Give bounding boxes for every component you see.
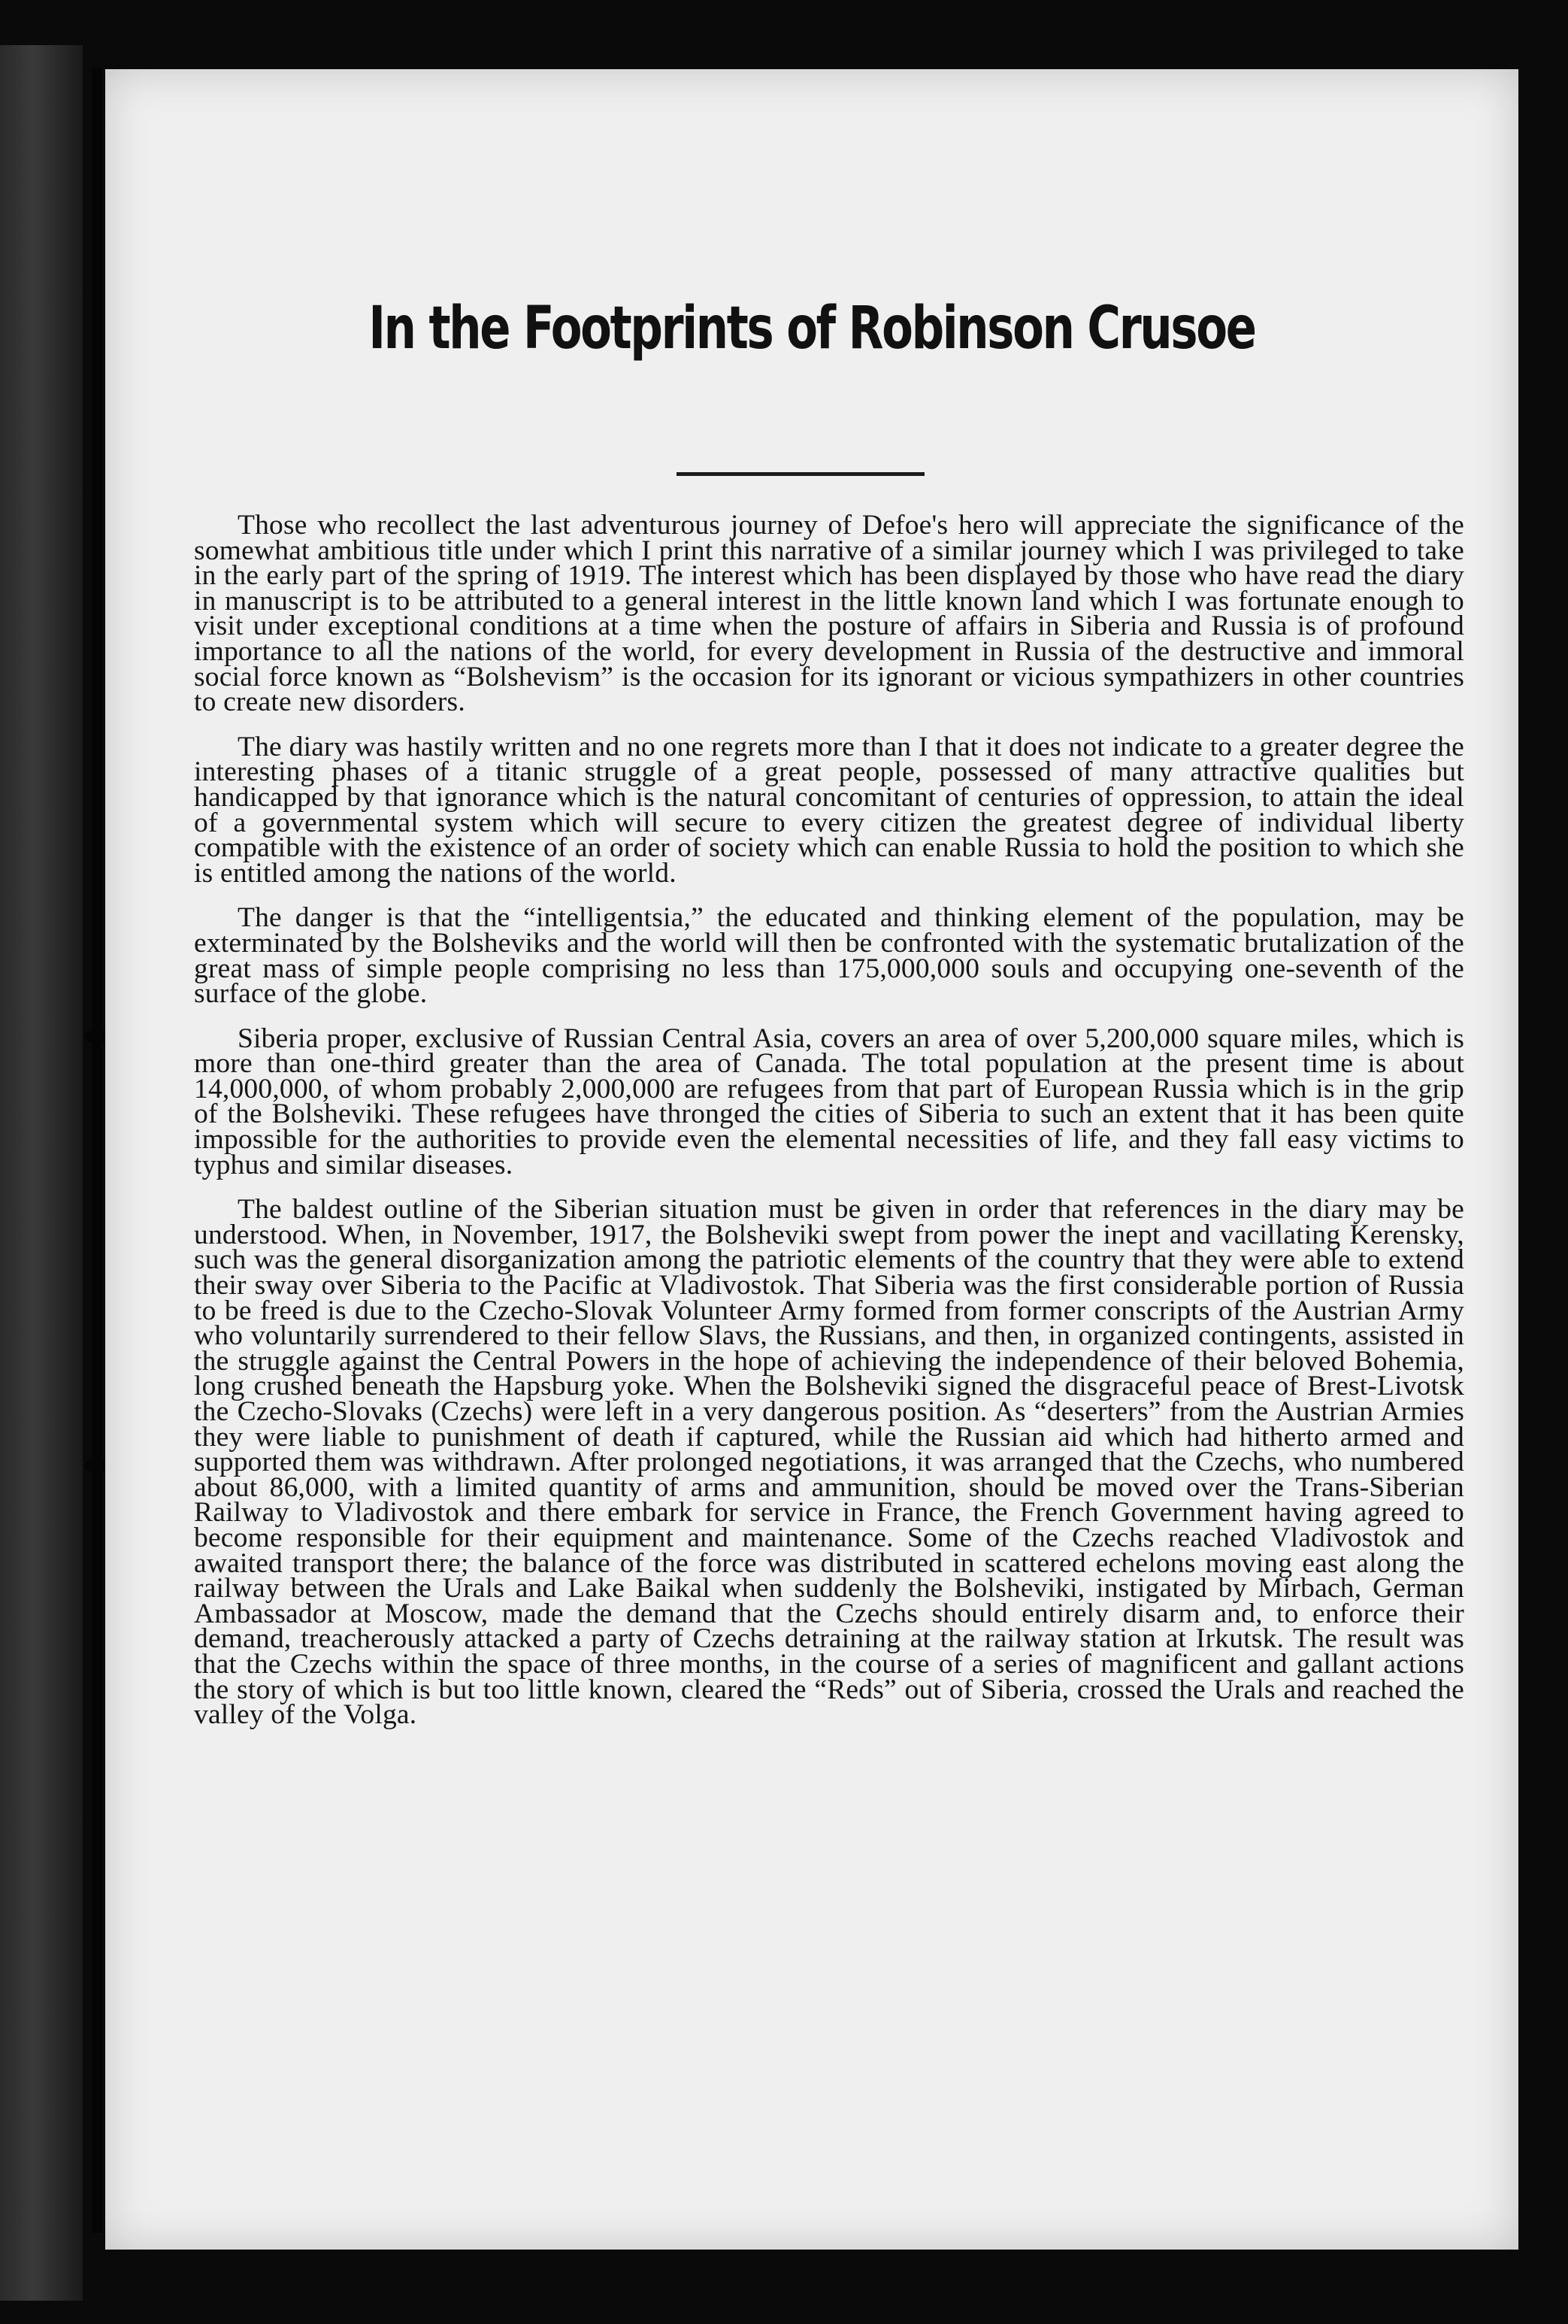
paragraph: The baldest outline of the Siberian situation must be given in order that references in the diary may be understood. When, in November, 1917, the Bolsheviki swept from power the inept and vacillating Kerensky, such was the general disorganization among the patriotic elements of the country that they were able to extend their sway over Siberia to the Pacific at Vladivostok. That Siberia was the first considerable portion of Russia to be freed is due to the Czecho-Slovak Volunteer Army formed from former conscripts of the Austrian Army who voluntarily surrendered to their fellow Slavs, the Russians, and then, in organized contingents, assisted in the struggle against the Central Powers in the hope of achieving the independence of their beloved Bohemia, long crushed beneath the Hapsburg yoke. When the Bolsheviki signed the disgraceful peace of Brest-Livotsk the Czecho-Slovaks (Czechs) were left in a very dangerous position. As “deserters” from the Austrian Armies they were liable to punishment of death if captured, while the Russian aid which had hitherto armed and supported them was withdrawn. After prolonged negotiations, it was arranged that the Czechs, who numbered about 86,000, with a limited quantity of arms and ammunition, should be moved over the Trans-Siberian Railway to Vladivostok and there embark for service in France, the French Government having agreed to become responsible for their equipment and maintenance. Some of the Czechs reached Vladivostok and awaited transport there; the balance of the force was distributed in scattered echelons moving east along the railway between the Urals and Lake Baikal when suddenly the Bolsheviki, instigated by Mirbach, German Ambassador at Moscow, made the demand that the Czechs should entirely disarm and, to enforce their demand, treacherously attacked a party of Czechs detraining at the railway station at Irkutsk. The result was that the Czechs within the space of three months, in the course of a series of magnificent and gallant actions the story of which is but too little known, cleared the “Reds” out of Siberia, crossed the Urals and reached the valley of the Volga. <box>194 1194 1464 1731</box>
paragraph: Siberia proper, exclusive of Russian Central Asia, covers an area of over 5,200,000 square miles, which is more than one-third greater than the area of Canada. The total population at the present time is about 14,000,000, of whom probably 2,000,000 are refugees from that part of European Russia which is in the grip of the Bolsheviki. These refugees have thronged the cities of Siberia to such an extent that it has been quite impossible for the authorities to provide even the elemental necessities of life, and they fall easy victims to typhus and similar diseases. <box>194 1023 1464 1180</box>
paragraph: Those who recollect the last adventurous journey of Defoe's hero will appreciate the significance of the somewhat ambitious title under which I print this narrative of a similar journey which I was privileged to take in the early part of the spring of 1919. The interest which has been displayed by those who have read the diary in manuscript is to be attributed to a general interest in the little known land which I was fortunate enough to visit under exceptional conditions at a time when the posture of affairs in Siberia and Russia is of profound importance to all the nations of the world, for every development in Russia of the destructive and immoral social force known as “Bolshevism” is the occasion for its ignorant or vicious sympathizers in other countries to create new disorders. <box>194 510 1464 718</box>
binding-edge <box>92 68 102 2233</box>
document-page <box>105 69 1518 2250</box>
document-title: In the Footprints of Robinson Crusoe <box>368 295 1255 362</box>
paragraph: The diary was hastily written and no one regrets more than I that it does not indicate to a greater degree the interesting phases of a titanic struggle of a great people, possessed of many attractive qualities but handicapped by that ignorance which is the natural concomitant of centuries of oppression, to attain the ideal of a governmental system which will secure to every citizen the greatest degree of individual liberty compatible with the existence of an order of society which can enable Russia to hold the position to which she is entitled among the nations of the world. <box>194 731 1464 889</box>
title-divider <box>677 472 925 476</box>
adjacent-page-edge <box>0 45 83 2301</box>
document-body <box>194 510 1464 1731</box>
paragraph: The danger is that the “intelligentsia,” the educated and thinking element of the population, may be exterminated by the Bolsheviks and the world will then be confronted with the systematic brutalization of the great mass of simple people comprising no less than 175,000,000 souls and occupying one-seventh of the surface of the globe. <box>194 902 1464 1010</box>
